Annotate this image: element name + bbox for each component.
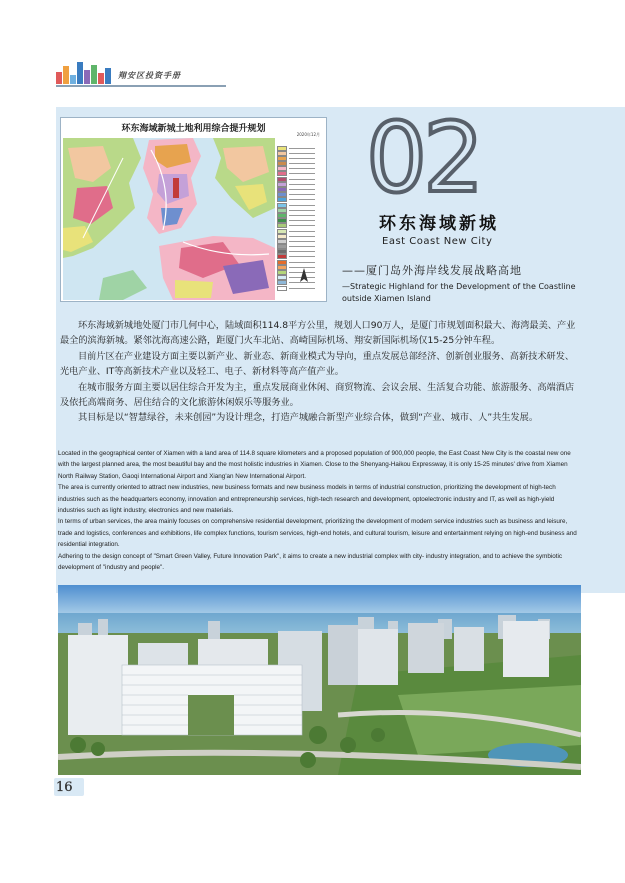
legend-text-line (289, 173, 315, 174)
legend-text-line (289, 205, 315, 206)
legend-text-line (289, 168, 315, 169)
legend-text-line (289, 256, 315, 257)
legend-row (277, 177, 321, 181)
section-subtitle-en: —Strategic Highland for the Development of the Coastline outside Xiamen Island (342, 282, 576, 303)
legend-text-line (289, 158, 315, 159)
legend-text-line (289, 153, 315, 154)
section-number-text: 02 (366, 102, 481, 214)
legend-text-line (289, 225, 315, 226)
header-label: 翔安区投资手册 (118, 70, 181, 80)
land-use-map (60, 117, 327, 302)
page-number: 16 (56, 780, 73, 795)
legend-text-line (289, 215, 315, 216)
legend-row (277, 213, 321, 217)
section-title-en: East Coast New City (382, 236, 493, 247)
north-arrow-icon (297, 268, 311, 284)
legend-row (277, 245, 321, 249)
legend-text-line (289, 210, 315, 211)
legend-text-line (289, 189, 315, 190)
legend-row (277, 167, 321, 171)
legend-row (277, 229, 321, 233)
legend-text-line (289, 179, 315, 180)
legend-swatch (277, 286, 287, 291)
body-text-zh (60, 318, 576, 426)
legend-row (277, 172, 321, 176)
section-title-zh: 环东海域新城 (379, 214, 499, 234)
legend-row (277, 203, 321, 207)
legend-row (277, 146, 321, 150)
legend-text-line (289, 163, 315, 164)
running-header (56, 62, 226, 88)
legend-row (277, 250, 321, 254)
paragraph-en: Adhering to the design concept of "Smart Green Valley, Future Innovation Park", it aims to create a new industrial complex with city- industry integration, and to achieve the symbiotic development of "industry and people". (58, 552, 563, 572)
paragraph-en: Located in the geographical center of Xiamen with a land area of 114.8 square kilometers and a proposed population of 900,000 people, the East Coast New City is the coastal new one with the largest planned area, the most beautiful bay and the most holistic industries in Xiamen. Close to the Shenyang-Haikou Expressway, it is only 15-25 minutes' drive from Xiamen North Railway Station, Gaoqi International Airport and Xiang'an New International Airport. (58, 450, 571, 480)
legend-row (277, 198, 321, 202)
legend-row (277, 193, 321, 197)
legend-text-line (289, 220, 315, 221)
legend-text-line (289, 236, 315, 237)
legend-text-line (289, 184, 315, 185)
aerial-city-illustration (58, 585, 581, 775)
legend-text-line (289, 288, 315, 289)
legend-text-line (289, 231, 315, 232)
map-title: 环东海域新城土地利用综合提升规划 (121, 124, 266, 134)
legend-row (277, 234, 321, 238)
legend-row (277, 255, 321, 259)
paragraph-zh: 在城市服务方面主要以居住综合开发为主，重点发展商业休闲、商贸物流、会议会展、生活复合功能、旅游服务、高端酒店及依托高端商务、居住结合的文化旅游休闲娱乐等服务业。 (60, 381, 575, 409)
city-skyline-icon (56, 62, 112, 84)
legend-text-line (289, 199, 315, 200)
legend-row (277, 162, 321, 166)
legend-row (277, 224, 321, 228)
aerial-city-photo (58, 585, 581, 775)
legend-row (277, 239, 321, 243)
legend-row (277, 182, 321, 186)
paragraph-en: In terms of urban services, the area mainly focuses on comprehensive residential development, prioritizing the development of modern service industries such as business and leisure, trade and logistics, conferences and exhibitions, life complex functions, tourism services, high-end hotels, and cultural tourism, leisure and entertainment relying on high-end business and residential integration. (58, 518, 577, 549)
legend-row (277, 260, 321, 264)
body-text-en (58, 448, 580, 573)
legend-text-line (289, 246, 315, 247)
legend-row (277, 151, 321, 155)
legend-text-line (289, 241, 315, 242)
header-rule (56, 85, 226, 87)
legend-row (277, 188, 321, 192)
legend-row (277, 208, 321, 212)
legend-text-line (289, 194, 315, 195)
map-date: 2020年12月 (296, 132, 320, 137)
section-subtitle-zh: ——厦门岛外海岸线发展战略高地 (342, 264, 522, 277)
paragraph-zh: 目前片区在产业建设方面主要以新产业、新业态、新商业模式为导向，重点发展总部经济、创新创业服务、高新技术研发、光电产业、IT等高新技术产业以及轻工、电子、新材料等高产值产业。 (60, 350, 575, 378)
section-number (366, 102, 546, 214)
legend-text-line (289, 148, 315, 149)
legend-text-line (289, 262, 315, 263)
legend-text-line (289, 251, 315, 252)
map-drawing (63, 138, 275, 300)
legend-row (277, 156, 321, 160)
paragraph-en: The area is currently oriented to attract new industries, new business formats and new business models in terms of industrial construction, prioritizing the development of high-tech industries such as the headquarters economy, innovation and entrepreneurship services, high-tech research and development, optoelectronic industry and IT, as well as high-yield industries such as light industry, electronics and new materials. (58, 484, 556, 515)
paragraph-zh: 其目标是以“智慧绿谷，未来创园”为设计理念，打造产城融合新型产业综合体，做到“产业、城市、人”共生发展。 (78, 412, 539, 424)
legend-row (277, 286, 321, 290)
paragraph-zh: 环东海域新城地处厦门市几何中心，陆域面积114.8平方公里，规划人口90万人，是厦门市规划面积最大、海湾最美、产业最全的滨海新城。紧邻沈海高速公路，距厦门火车北站、高崎国际机场、翔安新国际机场仅15-25分钟车程。 (60, 320, 576, 347)
legend-row (277, 219, 321, 223)
